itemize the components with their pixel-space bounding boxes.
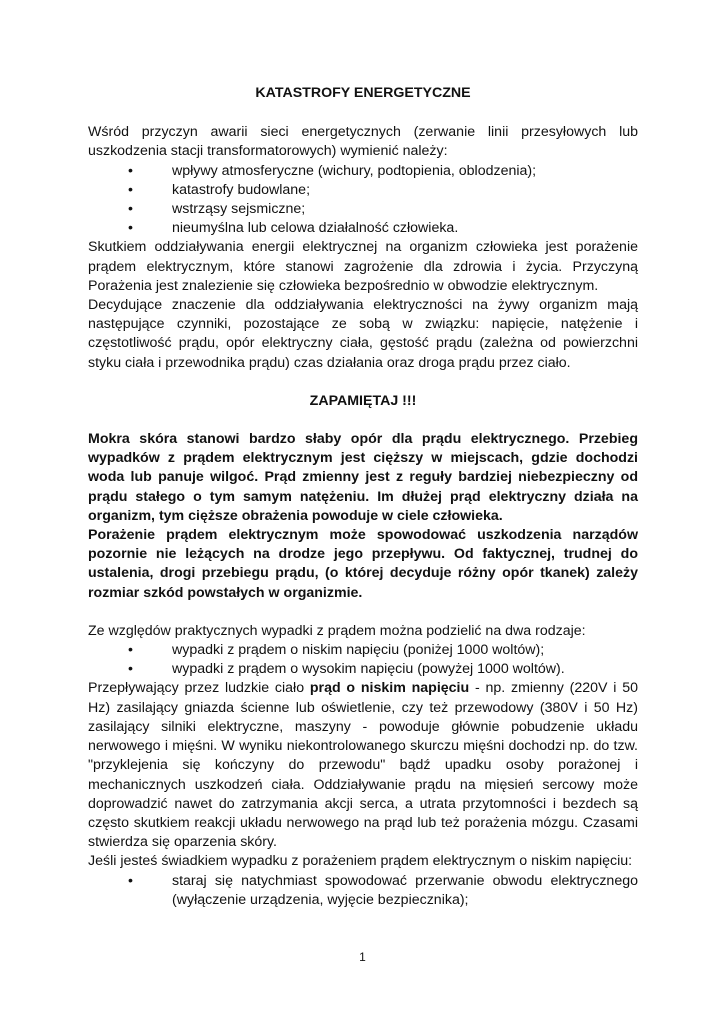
list-item: • wypadki z prądem o wysokim napięciu (powyżej 1000 woltów).: [88, 660, 638, 679]
types-intro: Ze względów praktycznych wypadki z prądem można podzielić na dwa rodzaje:: [88, 622, 586, 639]
remember-heading: ZAPAMIĘTAJ !!!: [309, 392, 417, 409]
types-list: [88, 641, 638, 679]
low-voltage-term: prąd o niskim napięciu: [309, 680, 470, 697]
list-item: • wstrząsy sejsmiczne;: [88, 200, 638, 219]
list-item: • wpływy atmosferyczne (wichury, podtopienia, oblodzenia);: [88, 162, 638, 181]
remember-paragraph-2: Porażenie prądem elektrycznym może spowodować uszkodzenia narządów pozornie nie leżących na drodze jego przepływu. Od faktycznej, trudnej do ustalenia, drogi przebiegu prądu, (o której decyduje różny opór tkanek) zależy rozmiar szkód powstałych w organizmie.: [88, 527, 638, 601]
bullet-icon: •: [128, 201, 133, 218]
bullet-icon: •: [128, 872, 133, 889]
page-title: KATASTROFY ENERGETYCZNE: [255, 85, 471, 101]
list-item: • nieumyślna lub celowa działalność człowieka.: [88, 219, 638, 238]
remember-paragraph-1: Mokra skóra stanowi bardzo słaby opór dla prądu elektrycznego. Przebieg wypadków z prądem elektrycznym jest cięższy w miejscach, gdzie dochodzi woda lub panuje wilgoć. Prąd zmienny jest z reguły bardziej niebezpieczny od prądu stałego o tym samym natężeniu. Im dłużej prąd elektryczny działa na organizm, tym cięższe obrażenia powoduje w ciele człowieka.: [88, 431, 638, 524]
low-voltage-paragraph: Przepływający przez ludzkie ciało prąd o niskim napięciu - np. zmienny (220V i 50 Hz) zasilający gniazda ścienne lub oświetlenie, czy też przewodowy (380V i 50 Hz) zasilający silniki elektryczne, maszyny - powoduje głównie pobudzenie układu nerwowego i mięśni. W wyniku niekontrolowanego skurczu mięśni dochodzi np. do tzw. "przyklejenia się kończyny do przewodu" bądź upadku osoby porażonej i mechanicznych uszkodzeń ciała. Oddziaływanie prądu na mięsień sercowy może doprowadzić nawet do zatrzymania akcji serca, a utrata przytomności i bezdech są często skutkiem reakcji układu nerwowego na prąd lub też porażenia mózgu. Czasami stwierdza się oparzenia skóry.: [88, 680, 638, 851]
bullet-icon: •: [128, 661, 133, 678]
actions-list: [88, 872, 638, 910]
effects-paragraph: Skutkiem oddziaływania energii elektrycznej na organizm człowieka jest porażenie prądem elektrycznym, które stanowi zagrożenie dla zdrowia i życia. Przyczyną Porażenia jest znalezienie się człowieka bezpośrednio w obwodzie elektrycznym.: [88, 239, 638, 294]
bullet-icon: •: [128, 162, 133, 179]
list-item: • wypadki z prądem o niskim napięciu (poniżej 1000 woltów);: [88, 641, 638, 660]
causes-list: [88, 162, 638, 239]
list-item: • staraj się natychmiast spowodować przerwanie obwodu elektrycznego (wyłączenie urządzenia, wyjęcie bezpiecznika);: [128, 872, 638, 908]
list-item: • katastrofy budowlane;: [88, 181, 638, 200]
page-number: 1: [359, 950, 366, 964]
factors-paragraph: Decydujące znaczenie dla oddziaływania elektryczności na żywy organizm mają następujące czynniki, pozostające ze sobą w związku: napięcie, natężenie i częstotliwość prądu, opór elektryczny ciała, gęstość prądu (zależna od powierzchni styku ciała i przewodnika prądu) czas działania oraz droga prądu przez ciało.: [88, 297, 638, 371]
bullet-icon: •: [128, 181, 133, 198]
intro-paragraph: Wśród przyczyn awarii sieci energetycznych (zerwanie linii przesyłowych lub uszkodzenia stacji transformatorowych) wymienić należy:: [88, 124, 638, 160]
witness-paragraph: Jeśli jesteś świadkiem wypadku z porażeniem prądem elektrycznym o niskim napięciu:: [88, 853, 633, 870]
bullet-icon: •: [128, 220, 133, 237]
bullet-icon: •: [128, 642, 133, 659]
document-page: [88, 84, 638, 910]
